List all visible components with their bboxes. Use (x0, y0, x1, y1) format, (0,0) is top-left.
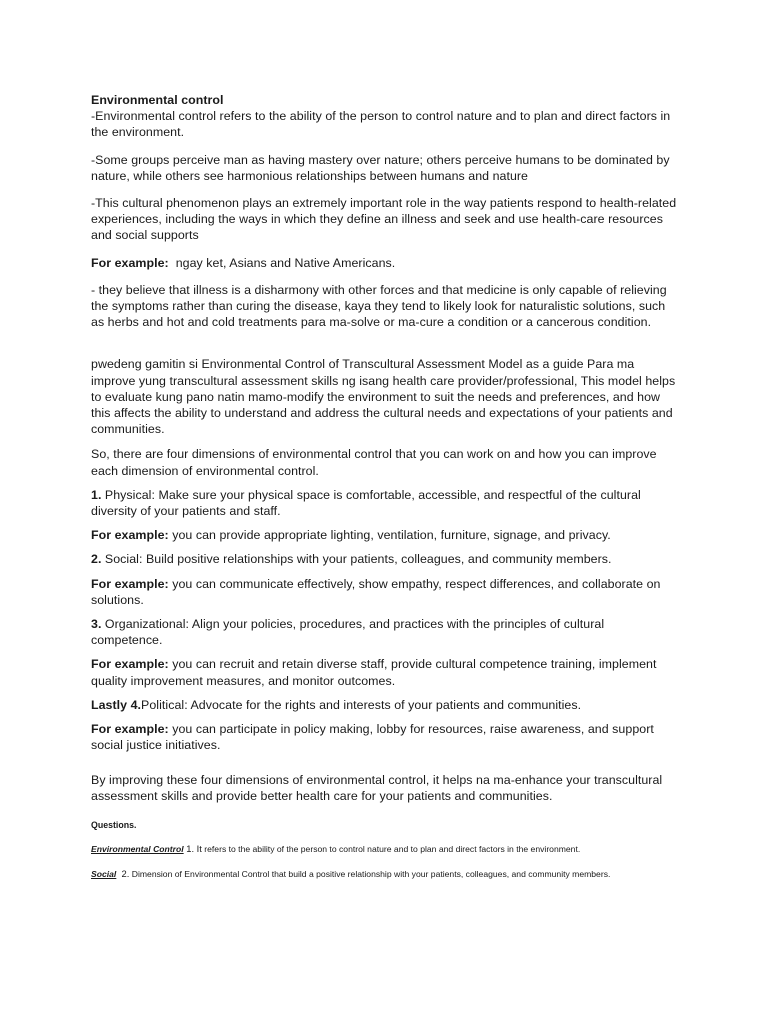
dimension-4-example (91, 721, 678, 753)
model-paragraph: pwedeng gamitin si Environmental Control of Transcultural Assessment Model as a guide Para ma improve yung transcultural assessment skills ng isang health care provider/professional, This model helps to evaluate kung pano natin mamo-modify the environment to suit the needs and preferences, and how this affects the ability to understand and address the cultural needs and expectations of your patients and communities. (91, 357, 676, 437)
example-label: For example: (91, 657, 169, 672)
intro-paragraph-1: -Environmental control refers to the ability of the person to control nature and to plan and direct factors in the environment. (91, 109, 671, 140)
dimension-text: Organizational: Align your policies, procedures, and practices with the principles of cultural competence. (91, 617, 605, 648)
example-text: you can participate in policy making, lobby for resources, raise awareness, and support social justice initiatives. (91, 722, 654, 753)
four-dimensions-paragraph: So, there are four dimensions of environmental control that you can work on and how you can improve each dimension of environmental control. (91, 447, 657, 478)
questions-heading (91, 820, 678, 832)
dimension-number: 1. (91, 487, 102, 502)
dimension-4 (91, 697, 678, 713)
question-text: Dimension of Environmental Control that build a positive relationship with your patients, colleagues, and community members. (129, 868, 611, 879)
intro-paragraph-2: -Some groups perceive man as having mastery over nature; others perceive humans to be dominated by nature, while others see harmonious relationships between humans and nature (91, 152, 670, 183)
example-label: For example: (91, 576, 169, 591)
dimension-text: Physical: Make sure your physical space is comfortable, accessible, and respectful of the cultural diversity of your patients and staff. (91, 487, 641, 519)
question-1 (91, 843, 678, 856)
question-lead: . It (191, 843, 202, 855)
dimension-3 (91, 616, 678, 648)
question-lead: . (126, 867, 130, 879)
question-2 (91, 868, 678, 881)
dimension-text: Political: Advocate for the rights and interests of your patients and communities. (141, 697, 582, 712)
dimension-number: 2. (91, 552, 102, 567)
section-title: Environmental control (91, 93, 224, 107)
example-label: For example: (91, 722, 169, 737)
conclusion-paragraph: By improving these four dimensions of environmental control, it helps na ma-enhance your transcultural assessment skills and provide better health care for your patients and communities. (91, 772, 663, 803)
dimension-text: Social: Build positive relationships with your patients, colleagues, and community members. (101, 552, 612, 567)
question-number: 2 (116, 867, 127, 879)
dimension-1-example (91, 527, 678, 543)
dimension-2 (91, 551, 678, 567)
example-text: ngay ket, Asians and Native Americans. (168, 255, 396, 270)
example-label: For example: (91, 255, 169, 270)
example-text: you can recruit and retain diverse staff, provide cultural competence training, implement quality improvement measures, and monitor outcomes. (91, 657, 657, 688)
questions-label: Questions. (91, 819, 137, 830)
dimension-number: 3. (91, 617, 102, 632)
example-text: you can provide appropriate lighting, ventilation, furniture, signage, and privacy. (168, 528, 611, 543)
dimension-number: Lastly 4. (91, 697, 142, 712)
question-number: 1 (183, 843, 192, 855)
dimension-3-example (91, 656, 678, 688)
question-answer: Social (91, 868, 117, 879)
dimension-1 (91, 487, 678, 519)
question-answer: Environmental Control (91, 844, 184, 855)
example-label: For example: (91, 528, 169, 543)
example-paragraph (91, 255, 678, 271)
question-text: refers to the ability of the person to control nature and to plan and direct factors in the environment. (201, 844, 581, 855)
belief-paragraph: - they believe that illness is a disharmony with other forces and that medicine is only capable of relieving the symptoms rather than curing the disease, kaya they tend to likely look for naturalistic solutions, such as herbs and hot and cold treatments para ma-solve or ma-cure a condition or a cancerous condition. (91, 282, 667, 330)
dimension-2-example (91, 576, 678, 608)
intro-paragraph-3: -This cultural phenomenon plays an extremely important role in the way patients respond to health-related experiences, including the ways in which they define an illness and seek and use health-care resources and social supports (91, 196, 677, 243)
example-text: you can communicate effectively, show empathy, respect differences, and collaborate on solutions. (91, 576, 661, 607)
